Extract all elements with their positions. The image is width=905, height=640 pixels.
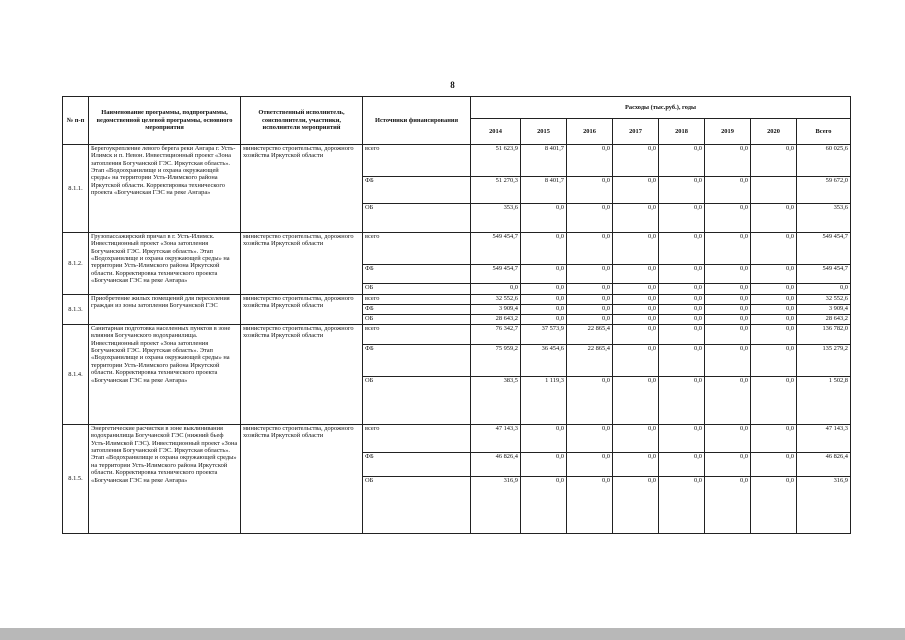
amount-cell: 0,0 — [705, 325, 751, 345]
amount-cell: 0,0 — [613, 315, 659, 325]
amount-cell: 0,0 — [659, 477, 705, 534]
total-cell: 549 454,7 — [797, 265, 851, 284]
total-cell: 60 025,6 — [797, 145, 851, 177]
amount-cell: 51 623,9 — [471, 145, 521, 177]
table-row — [63, 425, 851, 453]
amount-cell: 1 119,3 — [521, 377, 567, 425]
amount-cell: 0,0 — [613, 345, 659, 377]
amount-cell: 0,0 — [751, 145, 797, 177]
funding-source: ОБ — [363, 204, 471, 233]
row-code: 8.1.1. — [63, 145, 89, 233]
amount-cell: 0,0 — [613, 325, 659, 345]
amount-cell: 76 342,7 — [471, 325, 521, 345]
amount-cell: 0,0 — [613, 295, 659, 305]
funding-source: ОБ — [363, 377, 471, 425]
total-cell: 46 826,4 — [797, 453, 851, 477]
header-year: 2019 — [705, 119, 751, 145]
amount-cell: 0,0 — [521, 233, 567, 265]
header-year: 2015 — [521, 119, 567, 145]
amount-cell: 0,0 — [521, 425, 567, 453]
total-cell: 316,9 — [797, 477, 851, 534]
amount-cell: 0,0 — [567, 377, 613, 425]
table-row — [63, 233, 851, 265]
amount-cell: 0,0 — [613, 477, 659, 534]
header-program: Наименование программы, подпрограммы, ведомственной целевой программы, основного мероприятия — [89, 97, 241, 145]
amount-cell: 0,0 — [613, 377, 659, 425]
amount-cell: 46 826,4 — [471, 453, 521, 477]
header-year: 2017 — [613, 119, 659, 145]
amount-cell: 0,0 — [613, 177, 659, 204]
amount-cell: 0,0 — [705, 305, 751, 315]
amount-cell: 36 454,6 — [521, 345, 567, 377]
amount-cell: 0,0 — [567, 425, 613, 453]
total-cell: 0,0 — [797, 284, 851, 295]
amount-cell: 37 573,9 — [521, 325, 567, 345]
amount-cell: 0,0 — [521, 315, 567, 325]
amount-cell: 0,0 — [613, 453, 659, 477]
amount-cell: 0,0 — [751, 284, 797, 295]
amount-cell: 32 552,6 — [471, 295, 521, 305]
amount-cell: 0,0 — [705, 204, 751, 233]
amount-cell: 0,0 — [751, 425, 797, 453]
row-code: 8.1.4. — [63, 325, 89, 425]
header-executor: Ответственный исполнитель, соисполнители, участники, исполнители мероприятий — [241, 97, 363, 145]
funding-source: ФБ — [363, 305, 471, 315]
program-name: Энергетические расчистки в зоне выклинивания водохранилища Богучанской ГЭС (нижний бьеф Усть-Илимской ГЭС). Инвестиционный проект «Зона затопления Богучанской ГЭС. Иркутская область». Этап «Водохранилище и охрана окружающей среды» на территории Усть-Илимского района Иркутской области. Корректировка технического проекта «Богучанская ГЭС на реке Ангара» — [89, 425, 241, 534]
budget-table — [62, 96, 851, 534]
amount-cell: 0,0 — [521, 265, 567, 284]
total-cell: 28 643,2 — [797, 315, 851, 325]
amount-cell: 0,0 — [613, 305, 659, 315]
program-name: Грузопассажирский причал в г. Усть-Илимск. Инвестиционный проект «Зона затопления Богучанской ГЭС. Иркутская область». Этап «Водохранилище и охрана окружающей среды» на территории Усть-Илимского района Иркутской области. Корректировка технического проекта «Богучанская ГЭС на реке Ангара» — [89, 233, 241, 295]
amount-cell: 0,0 — [751, 477, 797, 534]
row-code: 8.1.2. — [63, 233, 89, 295]
funding-source: всего — [363, 425, 471, 453]
amount-cell: 0,0 — [613, 425, 659, 453]
total-cell: 47 143,3 — [797, 425, 851, 453]
total-cell: 135 279,2 — [797, 345, 851, 377]
amount-cell: 0,0 — [659, 233, 705, 265]
amount-cell: 0,0 — [521, 284, 567, 295]
amount-cell: 0,0 — [613, 145, 659, 177]
amount-cell: 0,0 — [659, 425, 705, 453]
executor-name: министерство строительства, дорожного хозяйства Иркутской области — [241, 145, 363, 233]
funding-source: всего — [363, 145, 471, 177]
amount-cell: 0,0 — [751, 345, 797, 377]
amount-cell: 0,0 — [659, 345, 705, 377]
amount-cell: 0,0 — [521, 305, 567, 315]
funding-source: ОБ — [363, 284, 471, 295]
amount-cell: 0,0 — [613, 284, 659, 295]
amount-cell: 0,0 — [567, 477, 613, 534]
amount-cell: 0,0 — [567, 284, 613, 295]
amount-cell: 0,0 — [471, 284, 521, 295]
amount-cell: 0,0 — [705, 477, 751, 534]
executor-name: министерство строительства, дорожного хозяйства Иркутской области — [241, 325, 363, 425]
amount-cell: 0,0 — [705, 284, 751, 295]
amount-cell: 0,0 — [567, 315, 613, 325]
amount-cell: 0,0 — [613, 265, 659, 284]
funding-source: ФБ — [363, 345, 471, 377]
amount-cell: 8 401,7 — [521, 177, 567, 204]
amount-cell: 0,0 — [659, 265, 705, 284]
header-expenses: Расходы (тыс.руб.), годы — [471, 97, 851, 119]
funding-source: ОБ — [363, 315, 471, 325]
row-code: 8.1.5. — [63, 425, 89, 534]
amount-cell: 0,0 — [659, 325, 705, 345]
total-cell: 59 672,0 — [797, 177, 851, 204]
amount-cell: 0,0 — [567, 204, 613, 233]
amount-cell: 0,0 — [705, 295, 751, 305]
total-cell: 136 782,0 — [797, 325, 851, 345]
amount-cell: 28 643,2 — [471, 315, 521, 325]
executor-name: министерство строительства, дорожного хозяйства Иркутской области — [241, 233, 363, 295]
amount-cell: 0,0 — [567, 295, 613, 305]
total-cell: 3 909,4 — [797, 305, 851, 315]
amount-cell: 0,0 — [659, 284, 705, 295]
amount-cell: 0,0 — [751, 295, 797, 305]
amount-cell: 0,0 — [705, 177, 751, 204]
amount-cell: 353,6 — [471, 204, 521, 233]
amount-cell: 0,0 — [567, 265, 613, 284]
amount-cell: 22 865,4 — [567, 325, 613, 345]
executor-name: министерство строительства, дорожного хозяйства Иркутской области — [241, 295, 363, 325]
header-total: Всего — [797, 119, 851, 145]
amount-cell: 0,0 — [567, 453, 613, 477]
amount-cell: 0,0 — [659, 377, 705, 425]
funding-source: ФБ — [363, 177, 471, 204]
amount-cell: 0,0 — [705, 265, 751, 284]
amount-cell: 0,0 — [521, 477, 567, 534]
amount-cell: 0,0 — [659, 295, 705, 305]
funding-source: ОБ — [363, 477, 471, 534]
amount-cell: 0,0 — [613, 233, 659, 265]
table-header — [63, 97, 851, 145]
program-name: Берегоукрепление левого берега реки Ангара г. Усть-Илимск и п. Невон. Инвестиционный проект «Зона затопления Богучанской ГЭС. Иркутская область». Этап «Водоохранилище и охрана окружающей среды» на территории Усть-Илимского района Иркутской области. Корректировка технического проекта «Богучанская ГЭС на реке Ангара» — [89, 145, 241, 233]
table-row — [63, 325, 851, 345]
amount-cell: 0,0 — [567, 145, 613, 177]
amount-cell: 0,0 — [705, 145, 751, 177]
amount-cell: 0,0 — [751, 325, 797, 345]
amount-cell: 549 454,7 — [471, 265, 521, 284]
amount-cell: 0,0 — [659, 204, 705, 233]
amount-cell: 47 143,3 — [471, 425, 521, 453]
amount-cell: 0,0 — [705, 233, 751, 265]
total-cell: 549 454,7 — [797, 233, 851, 265]
funding-source: ФБ — [363, 265, 471, 284]
amount-cell: 0,0 — [521, 295, 567, 305]
funding-source: всего — [363, 233, 471, 265]
funding-source: ФБ — [363, 453, 471, 477]
page-number: 8 — [450, 80, 455, 90]
total-cell: 353,6 — [797, 204, 851, 233]
amount-cell: 0,0 — [751, 377, 797, 425]
executor-name: министерство строительства, дорожного хозяйства Иркутской области — [241, 425, 363, 534]
amount-cell: 0,0 — [705, 345, 751, 377]
amount-cell: 549 454,7 — [471, 233, 521, 265]
table-body — [63, 145, 851, 534]
amount-cell: 0,0 — [705, 377, 751, 425]
amount-cell: 0,0 — [659, 145, 705, 177]
header-source: Источники финансирования — [363, 97, 471, 145]
scan-edge — [0, 628, 905, 640]
amount-cell: 0,0 — [751, 265, 797, 284]
amount-cell: 0,0 — [751, 204, 797, 233]
amount-cell: 0,0 — [567, 177, 613, 204]
amount-cell: 0,0 — [751, 305, 797, 315]
header-num: № п-п — [63, 97, 89, 145]
amount-cell: 51 270,3 — [471, 177, 521, 204]
header-year: 2020 — [751, 119, 797, 145]
funding-source: всего — [363, 295, 471, 305]
amount-cell: 0,0 — [659, 305, 705, 315]
amount-cell: 316,9 — [471, 477, 521, 534]
header-year: 2018 — [659, 119, 705, 145]
amount-cell: 3 909,4 — [471, 305, 521, 315]
amount-cell — [751, 177, 797, 204]
amount-cell: 0,0 — [705, 453, 751, 477]
amount-cell: 0,0 — [751, 315, 797, 325]
row-code: 8.1.3. — [63, 295, 89, 325]
amount-cell: 0,0 — [705, 425, 751, 453]
amount-cell: 8 401,7 — [521, 145, 567, 177]
amount-cell: 0,0 — [521, 453, 567, 477]
amount-cell: 0,0 — [567, 233, 613, 265]
amount-cell: 0,0 — [613, 204, 659, 233]
amount-cell: 0,0 — [751, 233, 797, 265]
amount-cell: 22 865,4 — [567, 345, 613, 377]
table-row — [63, 295, 851, 305]
amount-cell: 0,0 — [567, 305, 613, 315]
amount-cell: 0,0 — [659, 177, 705, 204]
amount-cell: 0,0 — [521, 204, 567, 233]
amount-cell: 0,0 — [659, 453, 705, 477]
header-year: 2014 — [471, 119, 521, 145]
funding-source: всего — [363, 325, 471, 345]
amount-cell: 383,5 — [471, 377, 521, 425]
header-year: 2016 — [567, 119, 613, 145]
amount-cell: 75 959,2 — [471, 345, 521, 377]
total-cell: 1 502,8 — [797, 377, 851, 425]
amount-cell: 0,0 — [705, 315, 751, 325]
amount-cell: 0,0 — [751, 453, 797, 477]
table-row — [63, 145, 851, 177]
program-name: Приобретение жилых помещений для переселения граждан из зоны затопления Богучанской ГЭС — [89, 295, 241, 325]
program-name: Санитарная подготовка населенных пунктов в зоне влияния Богучанского водохранилища. Инвестиционный проект «Зона затопления Богучанской ГЭС. Иркутская область». Этап «Водохранилище и охрана окружающей среды» на территории Усть-Илимского района Иркутской области. Корректировка технического проекта «Богучанская ГЭС на реке Ангара» — [89, 325, 241, 425]
amount-cell: 0,0 — [659, 315, 705, 325]
total-cell: 32 552,6 — [797, 295, 851, 305]
